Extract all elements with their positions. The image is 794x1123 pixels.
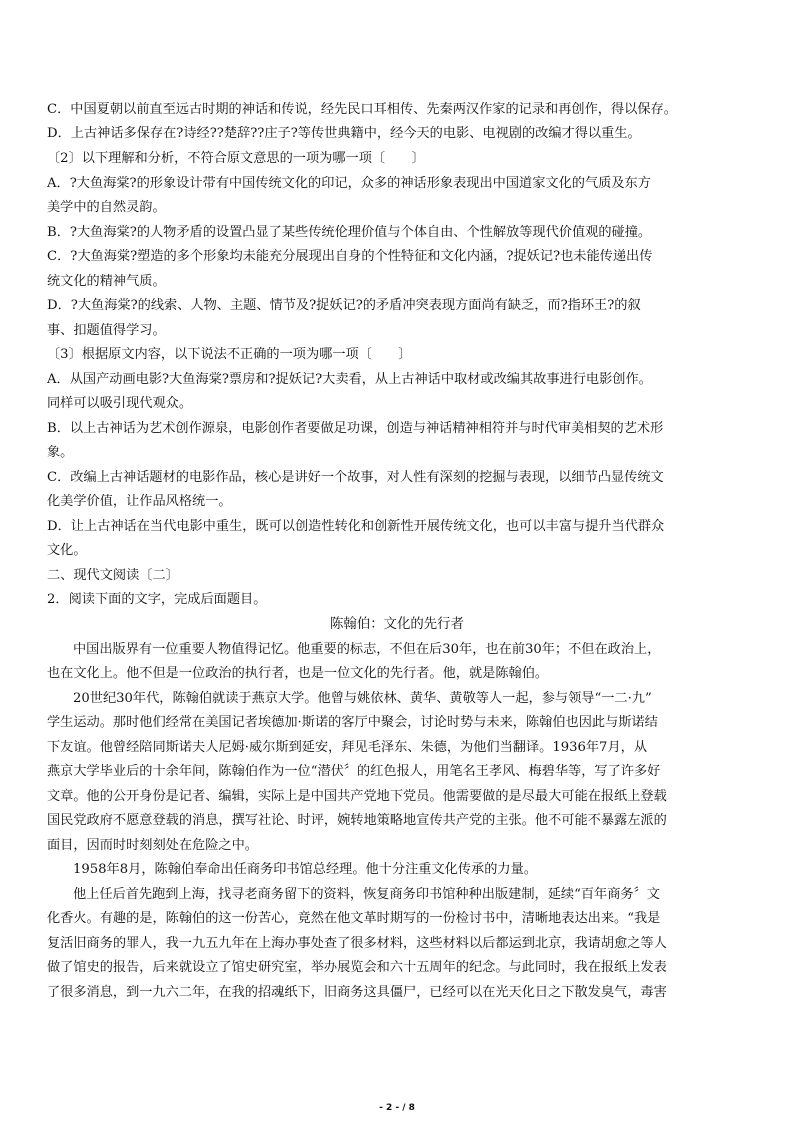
section-heading: 二、现代文阅读〔二〕 <box>47 568 179 583</box>
paragraph-2-line3: 下友谊。他曾经陪同斯诺夫人尼姆·威尔斯到延安，拜见毛泽东、朱德，为他们当翻译。1936年7月，从 <box>47 740 648 755</box>
paragraph-2-line4: 燕京大学毕业后的十余年间，陈翰伯作为一位“潜伏〞的红色报人，用笔名王孝风、梅碧华等，写了许多好 <box>47 764 661 779</box>
paragraph-2-line7: 面目，因而时时刻刻处在危险之中。 <box>47 838 258 853</box>
q2-option-a-line1: A．?大鱼海棠?的形象设计带有中国传统文化的印记，众多的神话形象表现出中国道家文化的气质及东方 <box>47 176 651 191</box>
q3-option-a-line2: 同样可以吸引现代观众。 <box>47 396 193 411</box>
question-2-stem: 〔2〕以下理解和分析，不符合原文意思的一项为哪一项〔 〕 <box>47 151 425 166</box>
paragraph-4-line5: 了很多消息，到一九六二年，在我的招魂纸下，旧商务这具僵尸，已经可以在光天化日之下散发臭气，毒害 <box>47 985 667 1000</box>
paragraph-3-line1: 1958年8月，陈翰伯奉命出任商务印书馆总经理。他十分注重文化传承的力量。 <box>73 862 537 877</box>
q2-option-c-line2: 统文化的精神气质。 <box>47 274 166 289</box>
paragraph-2-line6: 国民党政府不愿意登载的消息，撰写社论、时评，婉转地策略地宣传共产党的主张。他不可能不暴露左派的 <box>47 813 667 828</box>
page-number: - 2 - / 8 <box>379 1103 415 1113</box>
paragraph-1-line2: 也在文化上。他不但是一位政治的执行者，也是一位文化的先行者。他，就是陈翰伯。 <box>47 666 549 681</box>
option-d-prev: D．上古神话多保存在?诗经??楚辞??庄子?等传世典籍中，经今天的电影、电视剧的改编才得以重生。 <box>47 126 641 141</box>
q2-option-a-line2: 美学中的自然灵韵。 <box>47 200 166 215</box>
paragraph-2-line2: 学生运动。那时他们经常在美国记者埃德加·斯诺的客厅中聚会，讨论时势与未来，陈翰伯也因此与斯诺结 <box>47 715 658 730</box>
paragraph-4-line1: 他上任后首先跑到上海，找寻老商务留下的资料，恢复商务印书馆种种出版建制，延续“百年商务〞文 <box>73 887 660 902</box>
paragraph-4-line4: 做了馆史的报告，后来就设立了馆史研究室，举办展览会和六十五周年的纪念。与此同时，我在报纸上发表 <box>47 960 667 975</box>
paragraph-2-line5: 文章。他的公开身份是记者、编辑，实际上是中国共产党地下党员。他需要做的是尽最大可能在报纸上登载 <box>47 789 667 804</box>
paragraph-1-line1: 中国出版界有一位重要人物值得记忆。他重要的标志，不但在后30年，也在前30年；不但在政治上， <box>73 642 661 657</box>
q2-option-d-line2: 事、扣题值得学习。 <box>47 323 166 338</box>
paragraph-4-line2: 化香火。有趣的是，陈翰伯的这一份苦心，竟然在他文革时期写的一份检讨书中，清晰地表达出来。“我是 <box>47 911 661 926</box>
q3-option-d-line1: D．让上古神话在当代电影中重生，既可以创造性转化和创新性开展传统文化，也可以丰富与提升当代群众 <box>47 519 665 534</box>
q3-option-b-line2: 象。 <box>47 445 74 460</box>
q3-option-d-line2: 文化。 <box>47 543 87 558</box>
q2-option-c-line1: C．?大鱼海棠?塑造的多个形象均未能充分展现出自身的个性特征和文化内涵，?捉妖记?也未能传递出传 <box>47 249 653 264</box>
paragraph-2-line1: 20世纪30年代，陈翰伯就读于燕京大学。他曾与姚依林、黄华、黄敬等人一起，参与领导“一二·九” <box>73 691 652 706</box>
q2-option-b: B．?大鱼海棠?的人物矛盾的设置凸显了某些传统伦理价值与个体自由、个性解放等现代价值观的碰撞。 <box>47 225 652 240</box>
question-3-stem: 〔3〕根据原文内容，以下说法不正确的一项为哪一项〔 〕 <box>47 347 412 362</box>
q3-option-c-line1: C．改编上古神话题材的电影作品，核心是讲好一个故事，对人性有深刻的挖掘与表现，以细节凸显传统文 <box>47 470 664 485</box>
reading-instruction: 2．阅读下面的文字，完成后面题目。 <box>47 592 267 607</box>
article-title: 陈翰伯：文化的先行者 <box>330 617 464 632</box>
option-c-prev: C．中国夏朝以前直至远古时期的神话和传说，经先民口耳相传、先秦两汉作家的记录和再创作，得以保存。 <box>47 102 677 117</box>
paragraph-4-line3: 复活旧商务的罪人，我一九五九年在上海办事处查了很多材料，这些材料以后都运到北京，我请胡愈之等人 <box>47 936 667 951</box>
q3-option-b-line1: B．以上古神话为艺术创作源泉，电影创作者要做足功课，创造与神话精神相符并与时代审美相契的艺术形 <box>47 421 664 436</box>
q3-option-c-line2: 化美学价值，让作品风格统一。 <box>47 494 232 509</box>
q2-option-d-line1: D．?大鱼海棠?的线索、人物、主题、情节及?捉妖记?的矛盾冲突表现方面尚有缺乏，而?指环王?的叙 <box>47 298 641 313</box>
q3-option-a-line1: A．从国产动画电影?大鱼海棠?票房和?捉妖记?大卖看，从上古神话中取材或改编其故事进行电影创作。 <box>47 372 652 387</box>
